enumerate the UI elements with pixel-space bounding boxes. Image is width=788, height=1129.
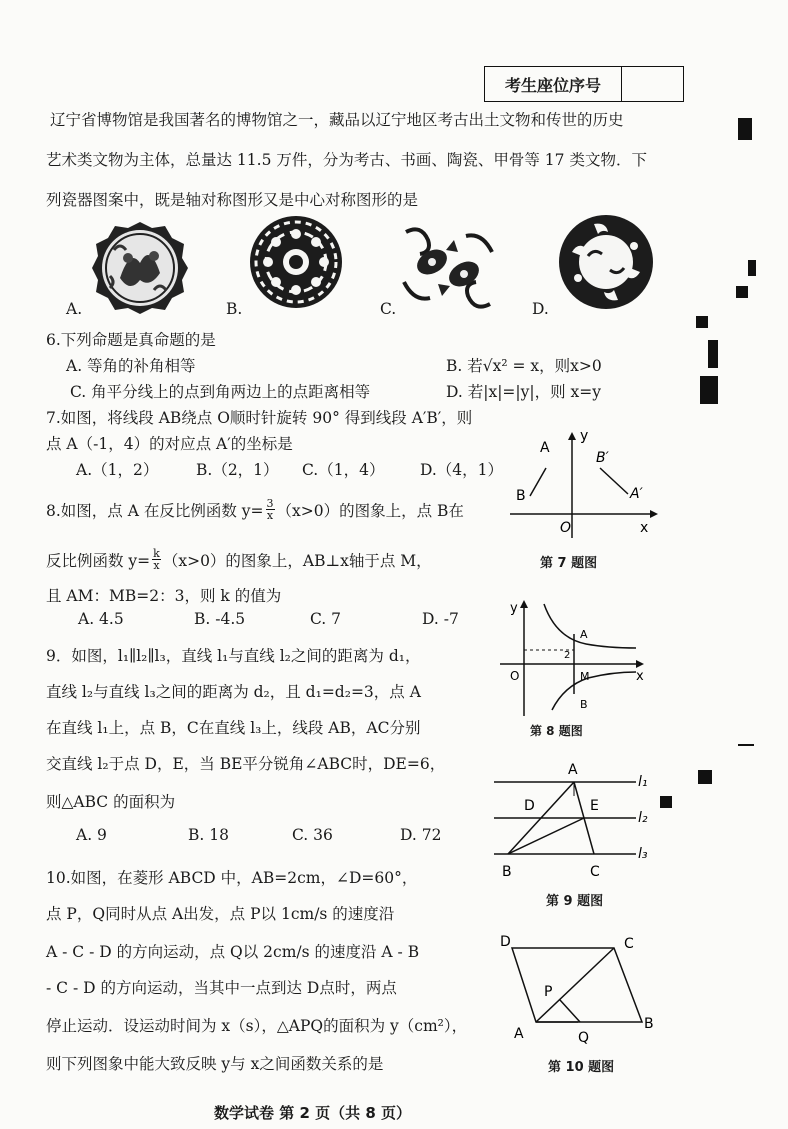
- q9-label-e: E: [590, 798, 599, 814]
- q9-line-2: 直线 l₂与直线 l₃之间的距离为 d₂，且 d₁=d₂=3，点 A: [46, 683, 421, 701]
- q8-label-y: y: [510, 601, 518, 616]
- q7-figure: [500, 426, 670, 546]
- scan-mark-7: [698, 770, 712, 784]
- q9-option-d: D. 72: [400, 826, 442, 844]
- q7-option-b: B.（2，1）: [196, 461, 279, 479]
- q8-label-two: 2: [564, 650, 571, 661]
- q9-line-1: 9．如图，l₁∥l₂∥l₃，直线 l₁与直线 l₂之间的距离为 d₁，: [46, 647, 421, 665]
- q9-line-5: 则△ABC 的面积为: [46, 793, 176, 811]
- q6-option-c: C. 角平分线上的点到角两边上的点距离相等: [70, 383, 371, 401]
- q8-line-2-b: （x>0）的图象上，AB⊥x轴于点 M，: [162, 551, 432, 570]
- q8-line-1-b: （x>0）的图象上，点 B在: [276, 501, 464, 520]
- q5-line-2: 艺术类文物为主体，总量达 11.5 万件，分为考古、书画、陶瓷、甲骨等 17 类文物．下: [46, 151, 647, 169]
- q9-option-a: A. 9: [76, 826, 107, 844]
- q10-line-5: 停止运动．设运动时间为 x（s），△APQ的面积为 y（cm²），: [46, 1017, 468, 1035]
- q8-label-m: M: [580, 670, 590, 683]
- q7-label-b: B: [516, 488, 526, 504]
- q9-label-c: C: [590, 864, 600, 880]
- q8-option-c: C. 7: [310, 610, 342, 628]
- scan-mark-4: [696, 316, 708, 328]
- scan-mark-5: [708, 340, 718, 368]
- q8-fraction-2: [152, 548, 161, 571]
- q10-line-4: - C - D 的方向运动，当其中一点到达 D点时，两点: [46, 979, 397, 997]
- q8-line-2-a: 反比例函数 y=: [46, 551, 151, 570]
- q7-line-1: 7.如图，将线段 AB绕点 O顺时针旋转 90° 得到线段 A′B′，则: [46, 409, 473, 427]
- scan-mark-1: [738, 118, 752, 140]
- q10-label-d: D: [500, 934, 511, 950]
- q8-fraction-1-num: 3: [266, 497, 274, 510]
- seat-number-label: 考生座位序号: [485, 67, 622, 101]
- scan-mark-9: [738, 744, 754, 746]
- q5-line-3: 列瓷器图案中，既是轴对称图形又是中心对称图形的是: [46, 191, 419, 209]
- seat-number-box: [484, 66, 684, 102]
- q8-figure: [496, 598, 654, 718]
- q6-option-d: D. 若|x|=|y|，则 x=y: [446, 383, 602, 401]
- q8-caption: 第 8 题图: [530, 724, 583, 738]
- q9-figure: [490, 756, 670, 882]
- q7-option-d: D.（4，1）: [420, 461, 504, 479]
- q7-label-ap: A′: [630, 486, 643, 502]
- q10-line-6: 则下列图象中能大致反映 y与 x之间函数关系的是: [46, 1055, 384, 1073]
- q5-option-b: B.: [226, 300, 243, 318]
- q8-label-o: O: [510, 669, 520, 683]
- q8-line-3: 且 AM：MB=2：3，则 k 的值为: [46, 587, 282, 605]
- scan-mark-3: [736, 286, 748, 298]
- q8-line-1-a: 8.如图，点 A 在反比例函数 y=: [46, 501, 264, 520]
- q10-line-3: A - C - D 的方向运动，点 Q以 2cm/s 的速度沿 A - B: [46, 943, 420, 961]
- q8-fraction-2-den: x: [153, 559, 160, 572]
- q7-line-2: 点 A（-1，4）的对应点 A′的坐标是: [46, 435, 293, 453]
- q6-stem: 6.下列命题是真命题的是: [46, 331, 216, 349]
- q10-caption: 第 10 题图: [548, 1060, 615, 1075]
- q9-label-a: A: [568, 762, 578, 778]
- q6-option-b: B. 若√x² = x，则x>0: [446, 357, 602, 375]
- q9-caption: 第 9 题图: [546, 894, 604, 909]
- q10-line-1: 10.如图，在菱形 ABCD 中，AB=2cm，∠D=60°，: [46, 869, 418, 887]
- q10-figure: [496, 928, 666, 1048]
- q8-fraction-2-num: k: [153, 547, 160, 560]
- porcelain-pattern-d-icon: [554, 212, 658, 312]
- q9-label-l2: l₂: [638, 810, 648, 826]
- q8-fraction-1-den: x: [266, 509, 274, 522]
- q9-label-d: D: [524, 798, 535, 814]
- q10-label-p: P: [544, 984, 553, 1000]
- porcelain-pattern-b-icon: [246, 212, 346, 312]
- q7-option-a: A.（1，2）: [76, 461, 159, 479]
- page-footer: 数学试卷 第 2 页（共 8 页）: [214, 1104, 411, 1122]
- q7-label-y: y: [580, 428, 589, 444]
- q9-option-b: B. 18: [188, 826, 229, 844]
- q8-label-a: A: [580, 628, 588, 641]
- q9-label-l1: l₁: [638, 774, 648, 790]
- porcelain-pattern-a-icon: [90, 218, 190, 318]
- q5-option-c: C.: [380, 300, 397, 318]
- scan-mark-2: [748, 260, 756, 276]
- q10-label-a: A: [514, 1026, 524, 1042]
- q6-option-a: A. 等角的补角相等: [66, 357, 196, 375]
- q10-label-q: Q: [578, 1030, 590, 1046]
- q10-line-2: 点 P，Q同时从点 A出发，点 P以 1cm/s 的速度沿: [46, 905, 395, 923]
- q7-label-a: A: [540, 440, 550, 456]
- q8-label-x: x: [636, 669, 644, 684]
- q7-label-bp: B′: [596, 450, 609, 466]
- porcelain-pattern-c-icon: [398, 222, 498, 314]
- q8-label-b: B: [580, 698, 588, 711]
- seat-number-value: [622, 67, 683, 101]
- scan-mark-6: [700, 376, 718, 404]
- q5-option-a: A.: [66, 300, 83, 318]
- q7-label-o: O: [560, 520, 572, 536]
- q9-line-4: 交直线 l₂于点 D，E，当 BE平分锐角∠ABC时，DE=6，: [46, 755, 446, 773]
- q8-option-b: B. -4.5: [194, 610, 246, 628]
- q7-label-x: x: [640, 520, 649, 536]
- q5-line-1: 辽宁省博物馆是我国著名的博物馆之一，藏品以辽宁地区考古出土文物和传世的历史: [50, 111, 624, 129]
- q7-option-c: C.（1，4）: [302, 461, 385, 479]
- q8-line-2: [46, 548, 432, 571]
- q9-label-b: B: [502, 864, 512, 880]
- q10-label-b: B: [644, 1016, 654, 1032]
- q9-label-l3: l₃: [638, 846, 648, 862]
- q9-line-3: 在直线 l₁上，点 B，C在直线 l₃上，线段 AB，AC分别: [46, 719, 421, 737]
- q10-label-c: C: [624, 936, 634, 952]
- q8-line-1: [46, 498, 464, 521]
- q8-option-d: D. -7: [422, 610, 459, 628]
- q8-fraction-1: [266, 498, 275, 521]
- q8-option-a: A. 4.5: [78, 610, 124, 628]
- q5-option-d: D.: [532, 300, 549, 318]
- q7-caption: 第 7 题图: [540, 556, 598, 571]
- q9-option-c: C. 36: [292, 826, 333, 844]
- scan-mark-8: [660, 796, 672, 808]
